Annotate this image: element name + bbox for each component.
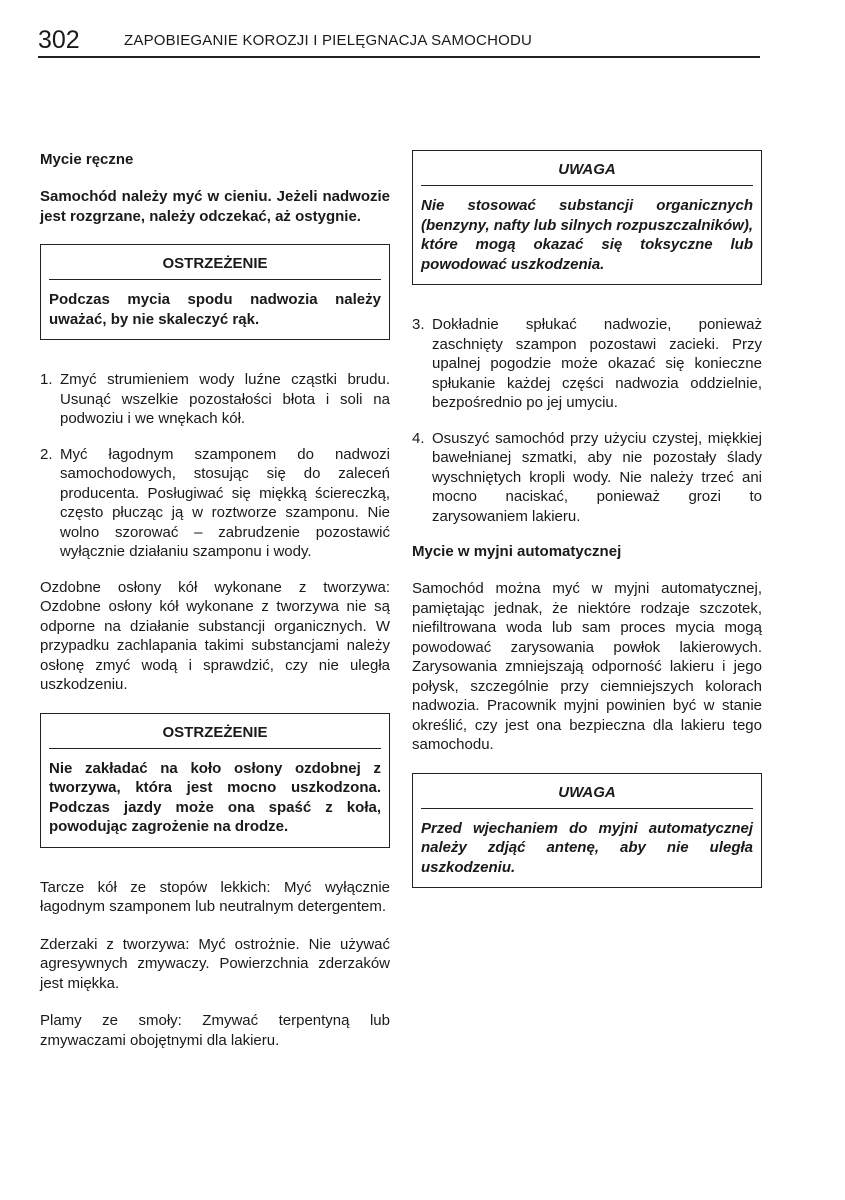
wheel-covers-paragraph: Ozdobne osłony kół wykonane z tworzywa: Ozdobne osłony kół wykonane z tworzywa nie są odporne na działanie substancji organicznych. W przypadku zachlapania takimi substancjami należy osłonę zmyć wodą i sprawdzić, czy nie uległa uszkodzeniu.	[40, 578, 390, 693]
list-text: Osuszyć samochód przy użyciu czystej, miękkiej bawełnianej szmatki, aby nie pozostały ślady wyschniętych kropli wody. Nie należy trzeć ani mocno naciskać, ponieważ grozi to zarysowaniem lakieru.	[432, 429, 762, 525]
tar-paragraph: Plamy ze smoły: Zmywać terpentyną lub zmywaczami obojętnymi dla lakieru.	[40, 1012, 390, 1049]
caution-text: Nie stosować substancji organicznych (benzyny, nafty lub silnych rozpuszczalników), które mogą okazać się toksyczne lub powodować uszkodzenia.	[421, 197, 753, 273]
warning-box-wheel-cover	[40, 713, 390, 848]
list-text: Zmyć strumieniem wody luźne cząstki brudu. Usunąć wszelkie pozostałości błota i soli na podwoziu i we wnękach kół.	[60, 371, 390, 427]
warning-text: Podczas mycia spodu nadwozia należy uważać, by nie skaleczyć rąk.	[49, 291, 381, 328]
list-text: Myć łagodnym szamponem do nadwozi samochodowych, stosując się do zaleceń producenta. Posługiwać się miękką ściereczką, często płucząc ją w roztworze szamponu. Nie wolno szorować – zabrudzenie pozostawić wyłącznie działaniu szamponu i wody.	[60, 445, 390, 560]
right-column	[412, 150, 762, 918]
caution-title: UWAGA	[421, 774, 753, 809]
list-item	[40, 370, 390, 429]
list-number: 1.	[40, 371, 53, 388]
caution-box-antenna	[412, 773, 762, 889]
warning-text: Nie zakładać na koło osłony ozdobnej z tworzywa, która jest mocno uszkodzona. Podczas jazdy może ona spaść z koła, powodując zagrożenie na drodze.	[49, 759, 381, 835]
caution-title: UWAGA	[421, 151, 753, 186]
list-number: 3.	[412, 316, 425, 333]
page-header	[38, 26, 760, 58]
list-number: 2.	[40, 445, 53, 463]
warning-box-underbody	[40, 244, 390, 340]
section-title: ZAPOBIEGANIE KOROZJI I PIELĘGNACJA SAMOCHODU	[124, 32, 533, 49]
caution-box-solvents	[412, 150, 762, 285]
alloy-wheels-paragraph: Tarcze kół ze stopów lekkich: Myć wyłącznie łagodnym szamponem lub neutralnym detergentem.	[40, 878, 390, 915]
warning-title: OSTRZEŻENIE	[49, 245, 381, 280]
list-item	[40, 445, 390, 562]
bumpers-paragraph: Zderzaki z tworzywa: Myć ostrożnie. Nie używać agresywnych zmywaczy. Powierzchnia zderzaków jest miękka.	[40, 935, 390, 992]
intro-paragraph: Samochód należy myć w cieniu. Jeżeli nadwozie jest rozgrzane, należy odczekać, aż ostygnie.	[40, 188, 390, 225]
list-number: 4.	[412, 429, 425, 447]
caution-text: Przed wjechaniem do myjni automatycznej należy zdjąć antenę, aby nie uległa uszkodzeniu.	[421, 819, 753, 876]
left-column	[40, 150, 390, 1068]
warning-title: OSTRZEŻENIE	[49, 714, 381, 749]
carwash-paragraph: Samochód można myć w myjni automatycznej, pamiętając jednak, że niektóre rodzaje szczotek, niefiltrowana woda lub sam proces mycia mogą powodować zarysowania powłok lakierowych. Zarysowania zmniejszają odporność lakieru i jego połysk, szczególnie przy ciemniejszych kolorach nadwozia. Pracownik myjni powinien być w stanie określić, czy jest ona bezpieczna dla lakieru tego samochodu.	[412, 580, 762, 753]
page-number: 302	[38, 26, 80, 54]
heading-automatic-carwash: Mycie w myjni automatycznej	[412, 543, 622, 560]
list-item	[412, 429, 762, 527]
heading-hand-wash: Mycie ręczne	[40, 151, 134, 168]
list-item	[412, 315, 762, 413]
list-text: Dokładnie spłukać nadwozie, ponieważ zaschnięty szampon pozostawi zacieki. Przy upalnej pogodzie może okazać się konieczne spłukanie każdej części nadwozia oddzielnie, bezpośrednio po jej umyciu.	[432, 316, 762, 411]
